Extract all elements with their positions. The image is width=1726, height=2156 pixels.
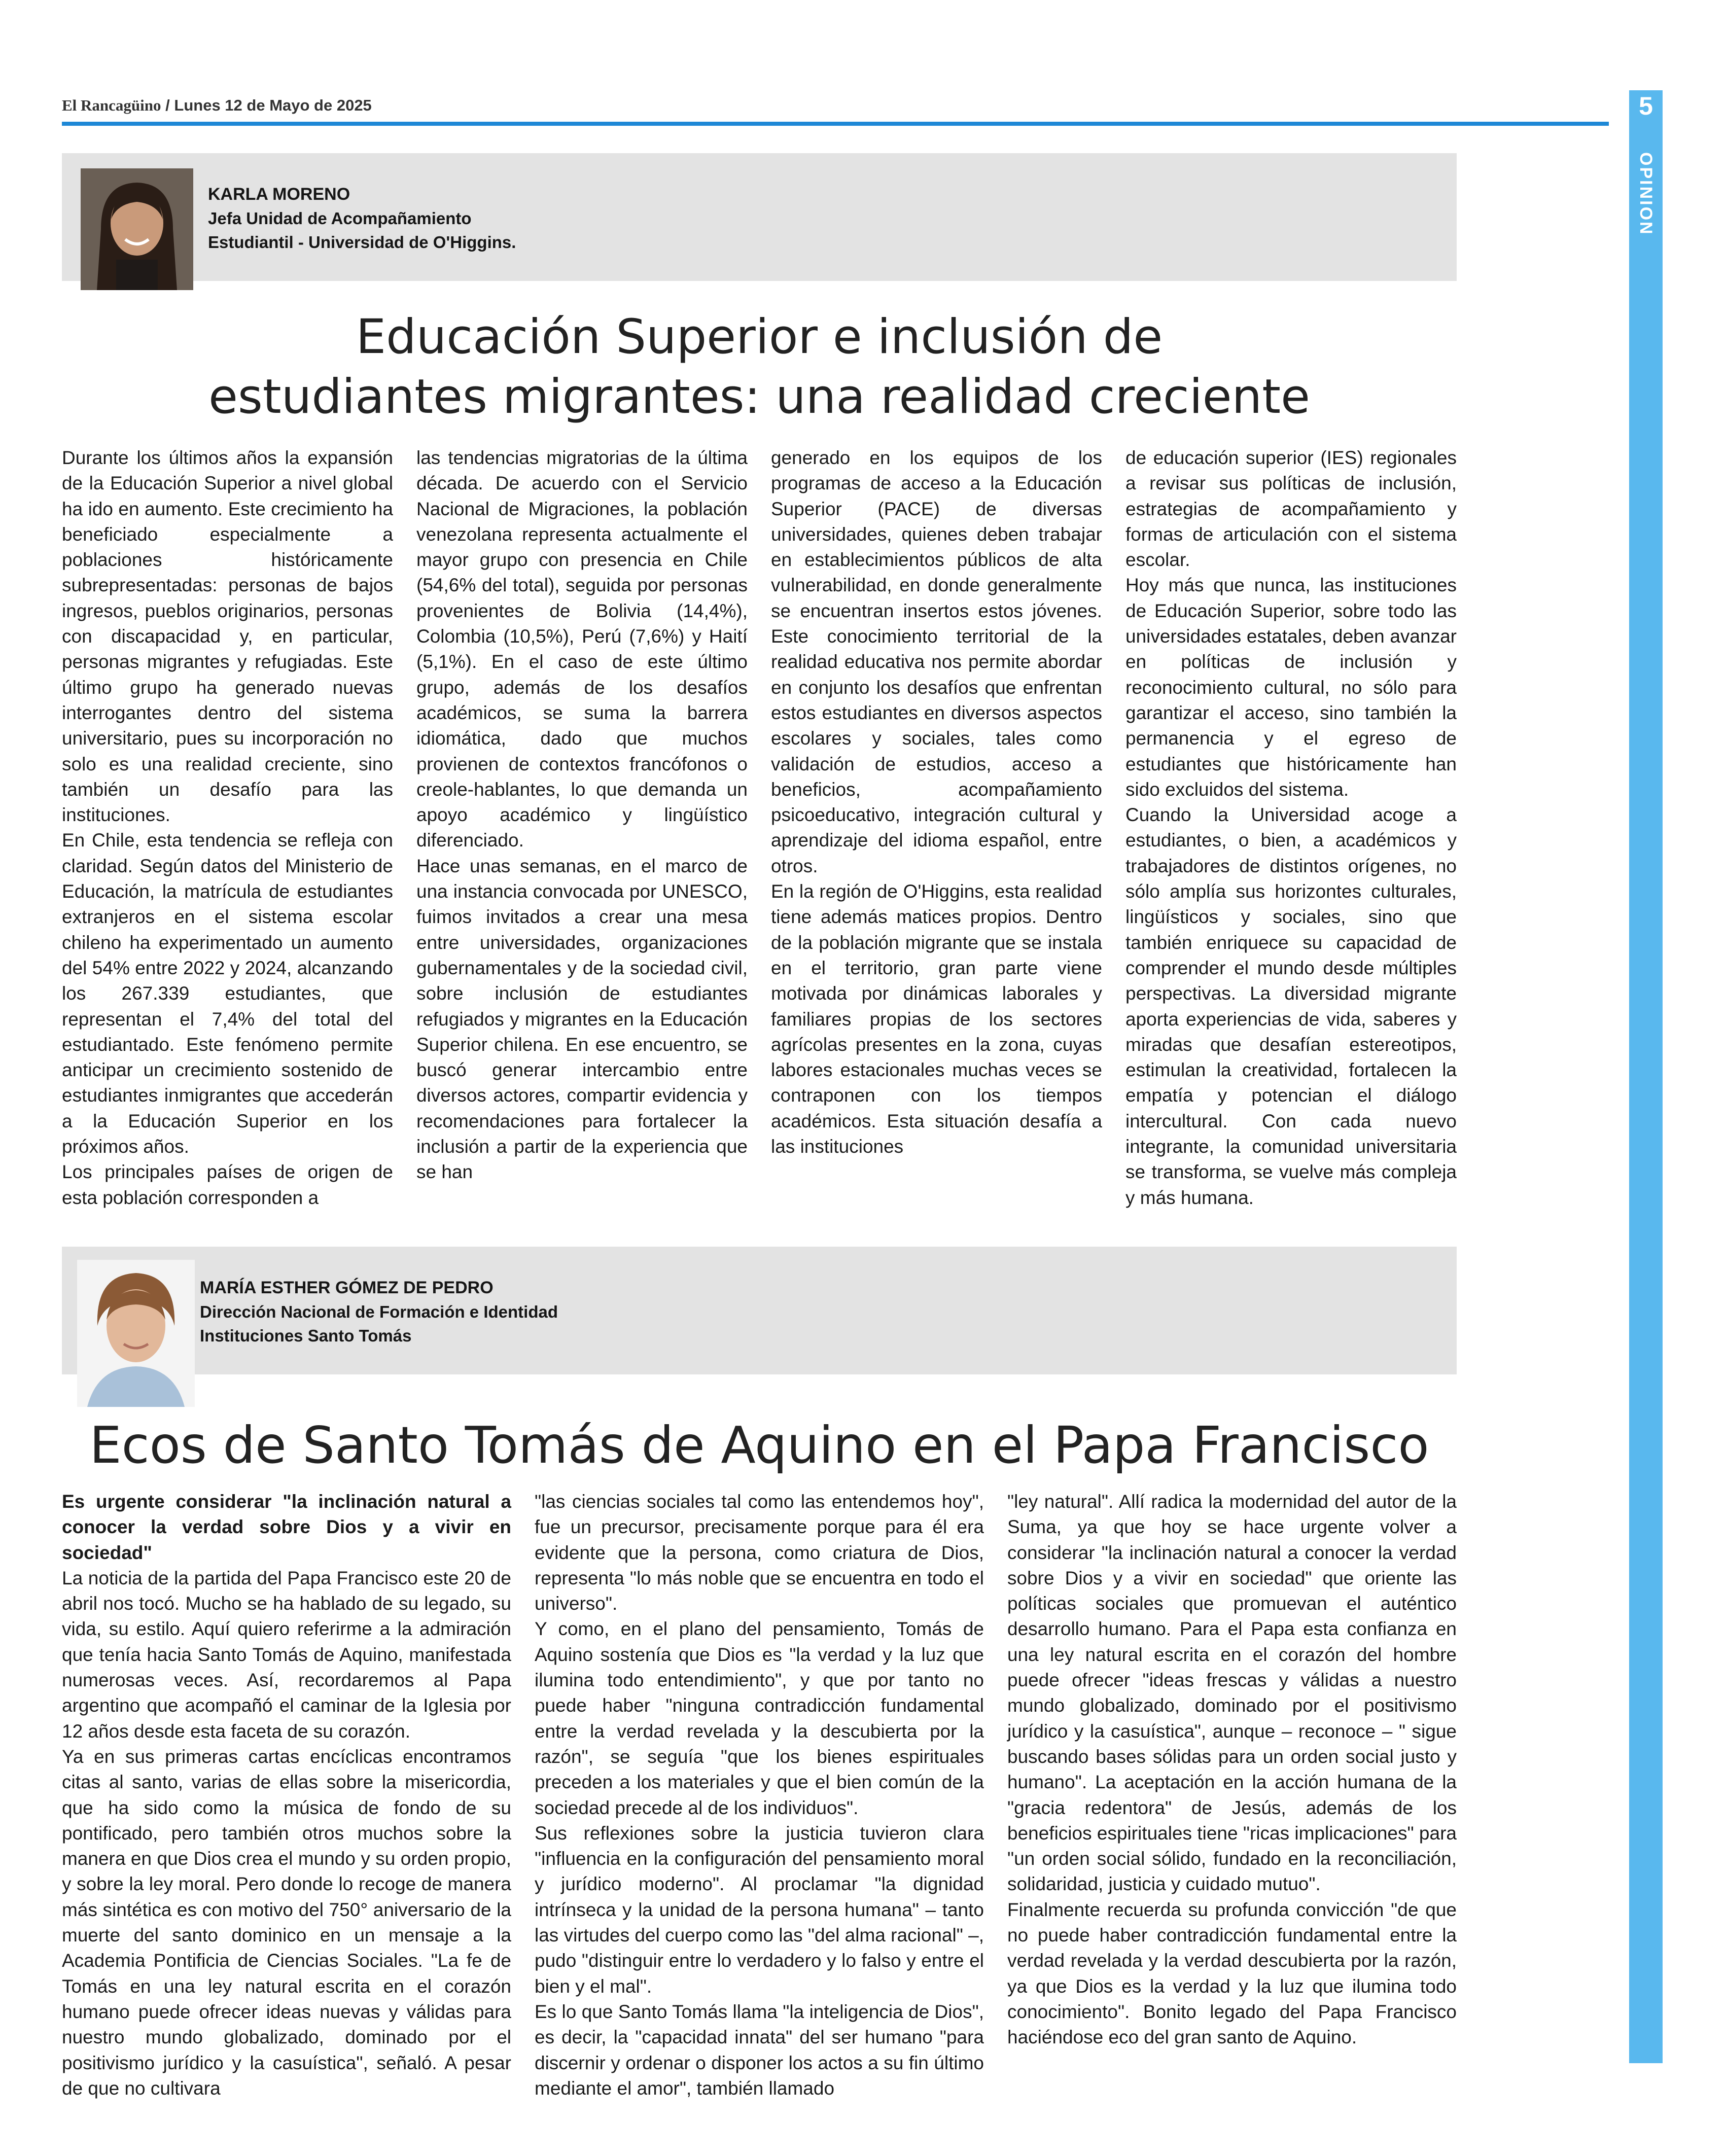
author-info-2 <box>200 1276 558 1348</box>
running-header <box>62 96 372 115</box>
article-2-title <box>62 1415 1457 1476</box>
author-name-1: KARLA MORENO <box>208 185 350 204</box>
author-role-1b: Estudiantil - Universidad de O'Higgins. <box>208 233 516 252</box>
paragraph: Cuando la Universidad acoge a estudiantes, o bien, a académicos y trabajadores de distintos orígenes, no sólo amplía sus horizontes culturales, lingüísticos y sociales, sino que también enriquece su capacidad de comprender el mundo desde múltiples perspectivas. La diversidad migrante aporta experiencias de vida, saberes y miradas que desafían estereotipos, estimulan la creatividad, fortalecen la empatía y potencian el diálogo intercultural. Con cada nuevo integrante, la comunidad universitaria se transforma, se vuelve más compleja y más humana. <box>1125 804 1457 1208</box>
paragraph: las tendencias migratorias de la última década. De acuerdo con el Servicio Nacional de Migraciones, la población venezolana representa actualmente el mayor grupo con presencia en Chile (54,6% del total), seguida por personas provenientes de Bolivia (14,4%), Colombia (10,5%), Perú (7,6%) y Haití (5,1%). En el caso de este último grupo, además de los desafíos académicos, se suma la barrera idiomática, dado que muchos provienen de contextos francófonos o creole-hablantes, lo que demanda un apoyo académico y lingüístico diferenciado. <box>416 447 748 851</box>
paragraph: "las ciencias sociales tal como las entendemos hoy", fue un precursor, precisamente porque para él era evidente que la persona, como criatura de Dios, representa "lo más noble que se encuentra en todo el universo". <box>535 1491 984 1614</box>
section-sidebar <box>1629 90 1663 2063</box>
author-photo-2 <box>77 1260 195 1407</box>
newspaper-name: El Rancagüino <box>62 96 161 114</box>
paragraph: Hace unas semanas, en el marco de una instancia convocada por UNESCO, fuimos invitados a crear una mesa entre universidades, organizaciones gubernamentales y de la sociedad civil, sobre inclusión de estudiantes refugiados y migrantes en la Educación Superior chilena. En ese encuentro, se buscó generar intercambio entre diversos actores, compartir evidencia y recomendaciones para fortalecer la inclusión a partir de la experiencia que se han <box>416 855 748 1183</box>
paragraph: Y como, en el plano del pensamiento, Tomás de Aquino sostenía que Dios es "la verdad y la luz que ilumina todo entendimiento", y que por tanto no puede haber "ninguna contradicción fundamental entre la verdad revelada y la descubierta por la razón", se seguía "que los bienes espirituales preceden a los materiales y que el bien común de la sociedad precede al de los individuos". <box>535 1618 984 1818</box>
paragraph: "ley natural". Allí radica la modernidad del autor de la Suma, ya que hoy se hace urgente volver a considerar "la inclinación natural a conocer la verdad sobre Dios y a vivir en sociedad" que oriente las políticas sociales que promuevan el auténtico desarrollo humano. Para el Papa esta confianza en una ley natural escrita en el corazón del hombre puede ofrecer "ideas frescas y válidas a nuestro mundo globalizado, dominado por el positivismo jurídico y la casuística", aunque – reconoce – " sigue buscando bases sólidas para un orden social justo y humano". La aceptación en la acción humana de la "gracia redentora" de Jesús, además de los beneficios espirituales tiene "ricas implicaciones" para "un orden social sólido, fundado en la reconciliación, solidaridad, justicia y cuidado mutuo". <box>1007 1491 1457 1895</box>
article-1-body <box>62 445 1457 1216</box>
article-1-column-3 <box>771 445 1102 1216</box>
article-1-column-4 <box>1125 445 1457 1216</box>
section-label-text: OPINION <box>1636 152 1655 236</box>
article-2-column-2 <box>535 1489 984 2101</box>
article-1-column-2 <box>416 445 748 1216</box>
author-info-1 <box>208 183 516 254</box>
paragraph: Durante los últimos años la expansión de la Educación Superior a nivel global ha ido en aumento. Este crecimiento ha beneficiado especialmente a poblaciones históricamente subrepresentadas: personas de bajos ingresos, pueblos originarios, personas con discapacidad y, en particular, personas migrantes y refugiadas. Este último grupo ha generado nuevas interrogantes dentro del sistema universitario, pues su incorporación no solo es una realidad creciente, sino también un desafío para las instituciones. <box>62 447 393 826</box>
paragraph: Los principales países de origen de esta población corresponden a <box>62 1161 393 1208</box>
issue-date: Lunes 12 de Mayo de 2025 <box>174 96 372 114</box>
header-separator: / <box>165 96 170 114</box>
portrait-2-icon <box>77 1260 195 1407</box>
portrait-1-icon <box>81 168 193 290</box>
author-role-2b: Instituciones Santo Tomás <box>200 1326 412 1345</box>
paragraph: Es urgente considerar "la inclinación natural a conocer la verdad sobre Dios y a vivir en sociedad" <box>62 1491 511 1563</box>
paragraph: En la región de O'Higgins, esta realidad tiene además matices propios. Dentro de la población migrante que se instala en el territorio, gran parte viene motivada por dinámicas laborales y familiares propias de los sectores agrícolas presentes en la zona, cuyas labores estacionales muchas veces se contraponen con los tiempos académicos. Esta situación desafía a las instituciones <box>771 881 1102 1157</box>
article-2-column-3 <box>1007 1489 1457 2101</box>
paragraph: de educación superior (IES) regionales a revisar sus políticas de inclusión, estrategias de acompañamiento y formas de articulación con el sistema escolar. <box>1125 447 1457 571</box>
paragraph: Finalmente recuerda su profunda convicción "de que no puede haber contradicción fundamental entre la verdad revelada y la verdad descubierta por la razón, ya que Dios es la verdad y la luz que ilumina todo conocimiento". Bonito legado del Papa Francisco haciéndose eco del gran santo de Aquino. <box>1007 1899 1457 2048</box>
author-name-2: MARÍA ESTHER GÓMEZ DE PEDRO <box>200 1278 494 1297</box>
paragraph: generado en los equipos de los programas de acceso a la Educación Superior (PACE) de diversas universidades, quienes deben trabajar en establecimientos públicos de alta vulnerabilidad, en donde generalmente se encuentran insertos estos jóvenes. Este conocimiento territorial de la realidad educativa nos permite abordar en conjunto los desafíos que enfrentan estos estudiantes en diversos aspectos escolares y sociales, tales como validación de estudios, acceso a beneficios, acompañamiento psicoeducativo, integración cultural y aprendizaje del idioma español, entre otros. <box>771 447 1102 876</box>
author-photo-1 <box>81 168 193 290</box>
article-1-title <box>62 307 1457 427</box>
article-2-title-line: Ecos de Santo Tomás de Aquino en el Papa Francisco <box>89 1416 1429 1475</box>
header-rule <box>62 122 1609 126</box>
author-box-2 <box>62 1247 1457 1374</box>
article-1-column-1 <box>62 445 393 1216</box>
article-1-title-line-2: estudiantes migrantes: una realidad creciente <box>208 369 1310 425</box>
article-1-title-line-1: Educación Superior e inclusión de <box>356 309 1163 365</box>
article-2-body <box>62 1489 1457 2099</box>
paragraph: Ya en sus primeras cartas encíclicas encontramos citas al santo, varias de ellas sobre la misericordia, que ha sido como la música de fondo de su pontificado, pero también otros muchos sobre la manera en que Dios crea el mundo y su orden propio, y sobre la ley moral. Pero donde lo recoge de manera más sintética es con motivo del 750° aniversario de la muerte del santo dominico en un mensaje a la Academia Pontificia de Ciencias Sociales. "La fe de Tomás en una ley natural escrita en el corazón humano puede ofrecer ideas nuevas y válidas para nuestro mundo globalizado, dominado por el positivismo jurídico y la casuística", señaló. A pesar de que no cultivara <box>62 1746 511 2099</box>
author-box-1 <box>62 153 1457 281</box>
author-role-1a: Jefa Unidad de Acompañamiento <box>208 209 472 228</box>
article-2-column-1 <box>62 1489 511 2101</box>
author-role-2a: Dirección Nacional de Formación e Identidad <box>200 1302 558 1321</box>
page-number: 5 <box>1639 92 1653 120</box>
paragraph: Sus reflexiones sobre la justicia tuvieron clara "influencia en la configuración del pensamiento moral y jurídico moderno". Al proclamar "la dignidad intrínseca y la unidad de la persona humana" – tanto las virtudes del cuerpo como las "del alma racional" –, pudo "distinguir entre lo verdadero y lo falso y entre el bien y el mal". <box>535 1822 984 1997</box>
paragraph: La noticia de la partida del Papa Francisco este 20 de abril nos tocó. Mucho se ha hablado de su legado, su vida, su estilo. Aquí quiero referirme a la admiración que tenía hacia Santo Tomás de Aquino, manifestada numerosas veces. Así, recordaremos al Papa argentino que acompañó el caminar de la Iglesia por 12 años desde esta faceta de su corazón. <box>62 1567 511 1742</box>
paragraph: Es lo que Santo Tomás llama "la inteligencia de Dios", es decir, la "capacidad innata" del ser humano "para discernir y ordenar o disponer los actos a su fin último mediante el amor", también llamado <box>535 2001 984 2099</box>
paragraph: Hoy más que nunca, las instituciones de Educación Superior, sobre todo las universidades estatales, deben avanzar en políticas de inclusión y reconocimiento cultural, no sólo para garantizar el acceso, sino también la permanencia y el egreso de estudiantes que históricamente han sido excluidos del sistema. <box>1125 575 1457 800</box>
section-label <box>1635 152 1658 254</box>
paragraph: En Chile, esta tendencia se refleja con claridad. Según datos del Ministerio de Educación, la matrícula de estudiantes extranjeros en el sistema escolar chileno ha experimentado un aumento del 54% entre 2022 y 2024, alcanzando los 267.339 estudiantes, que representan el 7,4% del total del estudiantado. Este fenómeno permite anticipar un crecimiento sostenido de estudiantes inmigrantes que accederán a la Educación Superior en los próximos años. <box>62 830 393 1157</box>
